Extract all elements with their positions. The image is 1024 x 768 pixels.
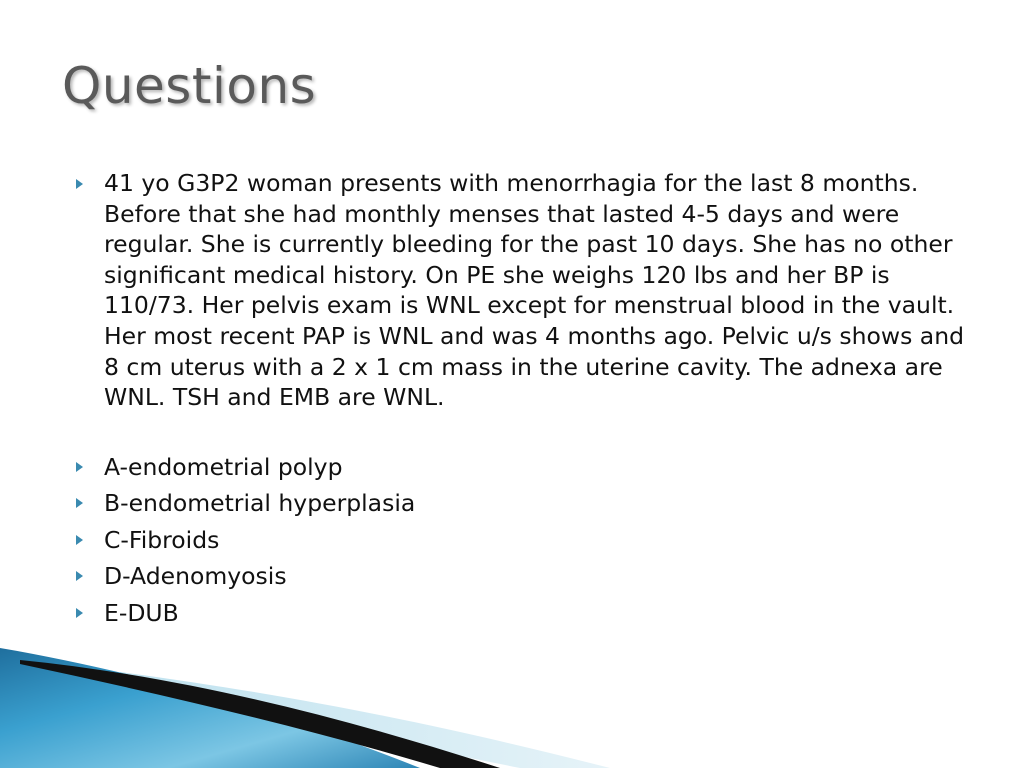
answer-option-c	[76, 522, 976, 559]
slide-title: Questions	[62, 57, 317, 115]
answer-option-text: A-endometrial polyp	[104, 452, 343, 481]
bullet-arrow-icon	[76, 179, 83, 189]
answer-option-text: E-DUB	[104, 598, 179, 627]
pale-blue-band	[120, 672, 610, 768]
black-swoosh	[20, 660, 500, 768]
answer-option-text: D-Adenomyosis	[104, 562, 287, 591]
answer-option-b	[76, 485, 976, 522]
answer-option-text: C-Fibroids	[104, 525, 220, 554]
blue-gradient-band	[0, 648, 420, 768]
answer-option-a	[76, 449, 976, 486]
bullet-arrow-icon	[76, 462, 83, 472]
bullet-arrow-icon	[76, 535, 83, 545]
case-description-bullet	[76, 168, 976, 413]
answer-option-text: B-endometrial hyperplasia	[104, 489, 416, 518]
bullet-list	[76, 168, 976, 631]
bullet-arrow-icon	[76, 571, 83, 581]
answer-option-e	[76, 595, 976, 632]
bullet-arrow-icon	[76, 498, 83, 508]
case-description-text: 41 yo G3P2 woman presents with menorrhagia for the last 8 months. Before that she had monthly menses that lasted 4-5 days and were regular. She is currently bleeding for the past 10 days. She has no other significant medical history. On PE she weighs 120 lbs and her BP is 110/73. Her pelvis exam is WNL except for menstrual blood in the vault. Her most recent PAP is WNL and was 4 months ago. Pelvic u/s shows and 8 cm uterus with a 2 x 1 cm mass in the uterine cavity. The adnexa are WNL. TSH and EMB are WNL.	[104, 169, 964, 412]
bullet-arrow-icon	[76, 608, 83, 618]
answer-option-d	[76, 558, 976, 595]
